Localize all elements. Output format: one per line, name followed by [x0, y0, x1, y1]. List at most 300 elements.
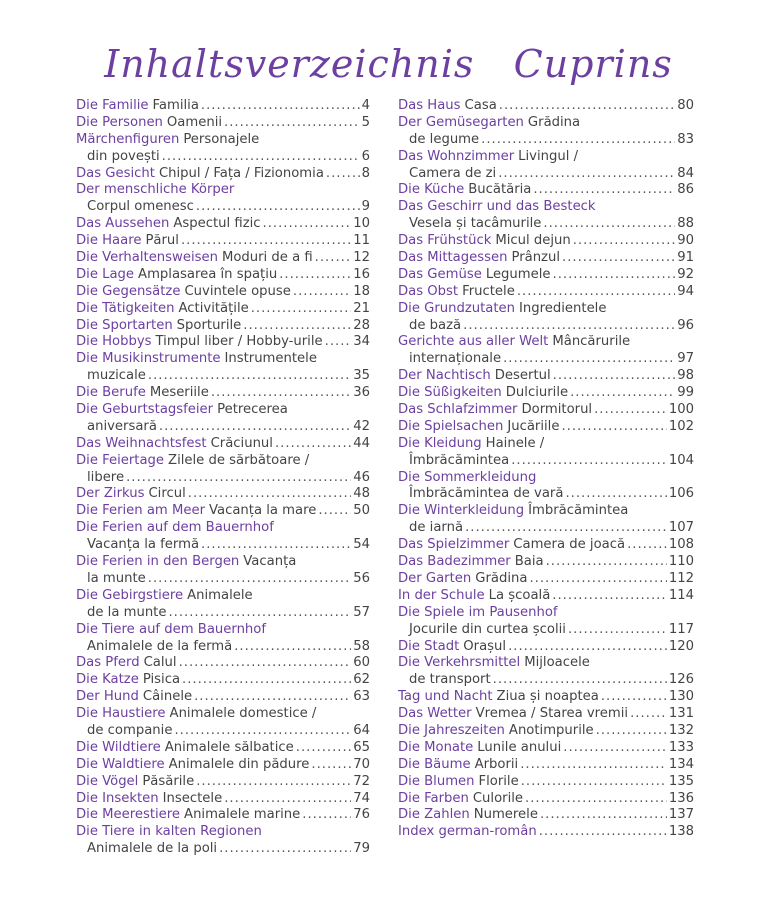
entry-title-continued: Îmbrăcămintea de vară — [409, 486, 564, 502]
entry-title-german: Die Ferien auf dem Bauernhof — [76, 520, 274, 536]
dot-leader — [521, 774, 667, 791]
toc-entry[interactable] — [398, 233, 694, 250]
entry-title-german: Der Hund — [76, 689, 139, 705]
entry-title-romanian: Micul dejun — [495, 233, 571, 249]
toc-entry[interactable] — [398, 537, 694, 554]
toc-entry-line — [398, 706, 694, 723]
toc-entry-line — [76, 301, 370, 318]
toc-entry[interactable] — [398, 334, 694, 368]
entry-title-german: Die Waldtiere — [76, 756, 165, 772]
page-number: 56 — [353, 570, 370, 586]
dot-leader — [311, 757, 351, 774]
toc-entry-line — [398, 98, 694, 115]
toc-entry[interactable] — [76, 284, 370, 301]
dot-leader — [126, 470, 351, 487]
page-number: 21 — [353, 300, 370, 316]
page-number: 36 — [353, 385, 370, 401]
entry-title-german: Das Wetter — [398, 706, 472, 722]
entry-title-continued: Jocurile din curtea școlii — [409, 621, 566, 637]
entry-title-romanian: Oamenii — [166, 114, 223, 130]
page-number: 72 — [353, 773, 370, 789]
toc-entry[interactable] — [76, 791, 370, 808]
toc-entry[interactable] — [76, 132, 370, 166]
entry-title-romanian: Aspectul fizic — [173, 216, 261, 232]
toc-entry[interactable] — [76, 757, 370, 774]
dot-leader — [325, 334, 352, 351]
entry-title-german: Die Gegensätze — [76, 283, 181, 299]
dot-leader — [529, 571, 666, 588]
page-number: 106 — [668, 486, 694, 502]
entry-title-german: Die Ferien in den Bergen — [76, 554, 240, 570]
entry-title-german: Das Pferd — [76, 655, 140, 671]
toc-entry-line — [398, 622, 694, 639]
entry-title-continued: libere — [87, 469, 125, 485]
toc-entry-line — [398, 385, 694, 402]
dot-leader — [517, 284, 675, 301]
page-number: 107 — [668, 520, 694, 536]
toc-entry[interactable] — [76, 182, 370, 216]
entry-title-german: Die Blumen — [398, 773, 475, 789]
entry-title-romanian: Vacanța — [243, 554, 297, 570]
page-number: 60 — [353, 655, 370, 671]
toc-entry-line — [76, 115, 370, 132]
page-number: 92 — [677, 266, 694, 282]
page-number: 136 — [668, 790, 694, 806]
toc-entry-line — [76, 605, 370, 622]
dot-leader — [318, 503, 351, 520]
page-number: 50 — [353, 503, 370, 519]
toc-entry[interactable] — [76, 520, 370, 554]
entry-title-german: Die Ferien am Meer — [76, 503, 205, 519]
entry-title-romanian: Grădina — [527, 114, 581, 130]
toc-entry-line — [398, 791, 694, 808]
dot-leader — [594, 402, 667, 419]
toc-entry[interactable] — [398, 639, 694, 656]
entry-title-german: Index german-român — [398, 824, 537, 840]
toc-entry[interactable] — [398, 419, 694, 436]
toc-entry-line — [76, 622, 370, 639]
toc-entry-line — [398, 757, 694, 774]
toc-entry[interactable] — [398, 774, 694, 791]
toc-entry-line — [76, 757, 370, 774]
toc-entry[interactable] — [76, 233, 370, 250]
entry-title-german: Die Winterkleidung — [398, 503, 525, 519]
entry-title-german: Die Tiere in kalten Regionen — [76, 824, 262, 840]
toc-entry[interactable] — [76, 436, 370, 453]
toc-entry-line — [398, 486, 694, 503]
page-number: 48 — [353, 486, 370, 502]
toc-entry-line — [76, 774, 370, 791]
entry-title-romanian: Moduri de a fi — [221, 250, 313, 266]
toc-entry-line — [398, 807, 694, 824]
toc-entry[interactable] — [398, 588, 694, 605]
entry-title-romanian: Calul — [143, 655, 177, 671]
dot-leader — [568, 622, 667, 639]
toc-entry-line — [398, 149, 694, 166]
entry-title-german: Die Geburtstagsfeier — [76, 402, 214, 418]
toc-entry[interactable] — [398, 250, 694, 267]
toc-entry[interactable] — [398, 267, 694, 284]
toc-entry[interactable] — [398, 706, 694, 723]
page-number: 80 — [677, 98, 694, 113]
entry-title-german: Die Personen — [76, 114, 163, 130]
page-number: 44 — [353, 435, 370, 451]
toc-entry[interactable] — [76, 453, 370, 487]
dot-leader — [201, 537, 351, 554]
toc-entry[interactable] — [76, 402, 370, 436]
toc-entry[interactable] — [398, 757, 694, 774]
page-number: 57 — [353, 604, 370, 620]
dot-leader — [251, 301, 351, 318]
page-number: 35 — [353, 368, 370, 384]
toc-entry-line — [398, 419, 694, 436]
page-number: 91 — [677, 250, 694, 266]
dot-leader — [188, 486, 351, 503]
dot-leader — [234, 639, 351, 656]
entry-title-continued: de bază — [409, 317, 462, 333]
toc-entry-line — [76, 402, 370, 419]
entry-title-romanian: Florile — [478, 773, 519, 789]
toc-entry[interactable] — [76, 166, 370, 183]
entry-title-romanian: Insectele — [162, 790, 223, 806]
page-number: 8 — [361, 165, 370, 181]
page-number: 102 — [668, 418, 694, 434]
entry-title-german: Der Zirkus — [76, 486, 145, 502]
toc-entry-line — [398, 740, 694, 757]
entry-title-german: Der Gemüsegarten — [398, 114, 524, 130]
entry-title-romanian: Timpul liber / Hobby-urile — [155, 334, 323, 350]
dot-leader — [224, 115, 360, 132]
dot-leader — [539, 824, 667, 841]
toc-entry-line — [76, 182, 370, 199]
toc-entry[interactable] — [398, 503, 694, 537]
toc-entry[interactable] — [398, 436, 694, 470]
dot-leader — [481, 132, 675, 149]
toc-entry[interactable] — [76, 774, 370, 791]
toc-entry[interactable] — [398, 115, 694, 149]
dot-leader — [601, 689, 667, 706]
toc-entry-line — [398, 301, 694, 318]
toc-entry[interactable] — [76, 250, 370, 267]
entry-title-german: Die Familie — [76, 98, 149, 113]
toc-entry[interactable] — [76, 351, 370, 385]
page-number: 133 — [668, 739, 694, 755]
dot-leader — [540, 807, 667, 824]
entry-title-romanian: Personajele — [183, 131, 260, 147]
entry-title-german: Die Spielsachen — [398, 418, 504, 434]
toc-entry[interactable] — [76, 706, 370, 740]
toc-entry[interactable] — [398, 740, 694, 757]
entry-title-romanian: Ingredientele — [519, 300, 607, 316]
entry-title-continued: muzicale — [87, 368, 146, 384]
toc-entry[interactable] — [398, 182, 694, 199]
dot-leader — [326, 166, 360, 183]
entry-title-romanian: Dormitorul — [521, 402, 593, 418]
dot-leader — [275, 436, 351, 453]
page-number: 112 — [668, 570, 694, 586]
dot-leader — [525, 791, 667, 808]
toc-entry[interactable] — [398, 98, 694, 115]
toc-entry-line — [76, 807, 370, 824]
toc-entry-line — [76, 537, 370, 554]
toc-entry[interactable] — [398, 368, 694, 385]
entry-title-german: Märchenfiguren — [76, 131, 180, 147]
dot-leader — [302, 807, 351, 824]
dot-leader — [293, 284, 351, 301]
toc-entry[interactable] — [76, 807, 370, 824]
page-number: 137 — [668, 807, 694, 823]
dot-leader — [174, 723, 351, 740]
dot-leader — [243, 318, 351, 335]
toc-entry-line — [76, 216, 370, 233]
page-number: 34 — [353, 334, 370, 350]
toc-entry-line — [398, 166, 694, 183]
toc-entry[interactable] — [76, 655, 370, 672]
toc-entry[interactable] — [76, 385, 370, 402]
entry-title-german: Die Tiere auf dem Bauernhof — [76, 621, 267, 637]
entry-title-german: Die Wildtiere — [76, 739, 161, 755]
entry-title-romanian: Animalele marine — [184, 807, 301, 823]
toc-entry[interactable] — [398, 149, 694, 183]
page-number: 108 — [668, 537, 694, 553]
entry-title-romanian: Cuvintele opuse — [184, 283, 291, 299]
page-number: 110 — [668, 554, 694, 570]
entry-title-german: Die Verhaltensweisen — [76, 250, 218, 266]
toc-entry[interactable] — [398, 554, 694, 571]
toc-entry-line — [76, 233, 370, 250]
toc-entry[interactable] — [76, 301, 370, 318]
page-number: 5 — [361, 114, 370, 130]
entry-title-german: Das Spielzimmer — [398, 537, 510, 553]
entry-title-german: Die Feiertage — [76, 452, 165, 468]
toc-entry[interactable] — [76, 554, 370, 588]
toc-entry[interactable] — [398, 605, 694, 639]
dot-leader — [148, 571, 351, 588]
toc-entry[interactable] — [398, 385, 694, 402]
page-number: 46 — [353, 469, 370, 485]
entry-title-continued: Camera de zi — [409, 165, 497, 181]
toc-entry[interactable] — [76, 216, 370, 233]
entry-title-german: Der Nachtisch — [398, 368, 491, 384]
dot-leader — [463, 318, 675, 335]
entry-title-romanian: Mijloacele — [524, 655, 590, 671]
entry-title-romanian: Animalele — [187, 587, 253, 603]
toc-entry[interactable] — [398, 689, 694, 706]
page-number: 120 — [668, 638, 694, 654]
toc-entry[interactable] — [76, 115, 370, 132]
dot-leader — [563, 740, 667, 757]
page-number: 104 — [668, 452, 694, 468]
toc-entry-line — [76, 791, 370, 808]
toc-entry-line — [76, 419, 370, 436]
page-number: 28 — [353, 317, 370, 333]
toc-entry-line — [398, 182, 694, 199]
entry-title-german: Das Geschirr und das Besteck — [398, 199, 596, 215]
entry-title-continued: internaționale — [409, 351, 502, 367]
dot-leader — [520, 757, 667, 774]
toc-entry[interactable] — [76, 267, 370, 284]
toc-entry-line — [76, 149, 370, 166]
toc-entry[interactable] — [398, 791, 694, 808]
toc-entry-line — [76, 318, 370, 335]
page-number: 16 — [353, 266, 370, 282]
dot-leader — [219, 841, 351, 858]
toc-entry-line — [76, 250, 370, 267]
toc-entry-line — [398, 554, 694, 571]
entry-title-german: Die Jahreszeiten — [398, 722, 505, 738]
entry-title-romanian: Numerele — [473, 807, 538, 823]
page-number: 74 — [353, 790, 370, 806]
toc-entry[interactable] — [76, 588, 370, 622]
entry-title-romanian: Mâncărurile — [552, 334, 631, 350]
toc-entry-line — [76, 571, 370, 588]
toc-entry[interactable] — [76, 318, 370, 335]
toc-entry-line — [76, 554, 370, 571]
dot-leader — [224, 791, 351, 808]
page-number: 54 — [353, 537, 370, 553]
entry-title-german: Das Gesicht — [76, 165, 155, 181]
entry-title-german: Tag und Nacht — [398, 689, 493, 705]
toc-entry[interactable] — [76, 98, 370, 115]
toc-entry-line — [398, 453, 694, 470]
dot-leader — [194, 689, 351, 706]
toc-entry-line — [76, 368, 370, 385]
toc-entry[interactable] — [398, 284, 694, 301]
toc-entry[interactable] — [76, 503, 370, 520]
dot-leader — [196, 774, 351, 791]
entry-title-german: Das Weihnachtsfest — [76, 435, 207, 451]
dot-leader — [543, 216, 675, 233]
entry-title-german: Das Haus — [398, 98, 461, 113]
toc-entry[interactable] — [76, 622, 370, 656]
entry-title-romanian: Baia — [514, 554, 544, 570]
toc-entry-line — [76, 723, 370, 740]
toc-entry-line — [76, 385, 370, 402]
toc-entry[interactable] — [398, 723, 694, 740]
toc-entry-line — [398, 436, 694, 453]
toc-entry[interactable] — [76, 334, 370, 351]
toc-entry[interactable] — [76, 824, 370, 858]
toc-entry-line — [398, 216, 694, 233]
toc-entry[interactable] — [398, 199, 694, 233]
entry-title-romanian: Animalele domestice / — [169, 706, 317, 722]
toc-entry-line — [76, 486, 370, 503]
entry-title-romanian: Îmbrăcămintea — [528, 503, 629, 519]
entry-title-romanian: La școală — [488, 587, 551, 603]
toc-entry-line — [76, 588, 370, 605]
entry-title-german: Die Kleidung — [398, 435, 482, 451]
dot-leader — [552, 588, 667, 605]
dot-leader — [201, 98, 360, 115]
entry-title-romanian: Familia — [152, 98, 199, 113]
page-number: 117 — [668, 621, 694, 637]
toc-entry[interactable] — [76, 672, 370, 689]
entry-title-romanian: Hainele / — [485, 435, 545, 451]
page-number: 10 — [353, 216, 370, 232]
entry-title-continued: Animalele de la poli — [87, 841, 218, 857]
dot-leader — [465, 520, 667, 537]
page-number: 138 — [668, 824, 694, 840]
dot-leader — [148, 368, 351, 385]
dot-leader — [279, 267, 351, 284]
dot-leader — [570, 385, 675, 402]
dot-leader — [499, 98, 675, 115]
toc-entry-line — [398, 655, 694, 672]
toc-entry-line — [76, 166, 370, 183]
toc-entry[interactable] — [398, 807, 694, 824]
entry-title-romanian: Vacanța la mare — [209, 503, 317, 519]
dot-leader — [211, 385, 351, 402]
toc-entry[interactable] — [76, 486, 370, 503]
toc-entry-line — [76, 503, 370, 520]
entry-title-german: Gerichte aus aller Welt — [398, 334, 549, 350]
entry-title-continued: de companie — [87, 722, 173, 738]
entry-title-romanian: Pisica — [142, 672, 181, 688]
page-number: 84 — [677, 165, 694, 181]
entry-title-continued: aniversară — [87, 418, 157, 434]
entry-title-romanian: Prânzul — [511, 250, 560, 266]
entry-title-german: Die Sommerkleidung — [398, 469, 537, 485]
toc-entry[interactable] — [398, 402, 694, 419]
dot-leader — [503, 351, 675, 368]
toc-column-left — [76, 98, 370, 858]
page-number: 99 — [677, 385, 694, 401]
toc-entry-line — [398, 318, 694, 335]
entry-title-german: Die Berufe — [76, 385, 146, 401]
entry-title-romanian: Zilele de sărbătoare / — [168, 452, 310, 468]
page-number: 42 — [353, 418, 370, 434]
entry-title-german: Die Haare — [76, 233, 142, 249]
entry-title-romanian: Arborii — [474, 756, 519, 772]
entry-title-german: Das Badezimmer — [398, 554, 511, 570]
entry-title-continued: de transport — [409, 672, 491, 688]
toc-entry-line — [76, 740, 370, 757]
entry-title-romanian: Anotimpurile — [508, 722, 594, 738]
dot-leader — [181, 233, 351, 250]
entry-title-german: Die Süßigkeiten — [398, 385, 502, 401]
entry-title-romanian: Activitățile — [178, 300, 249, 316]
entry-title-continued: din povești — [87, 148, 160, 164]
toc-entry[interactable] — [76, 740, 370, 757]
entry-title-german: Das Gemüse — [398, 266, 482, 282]
page-number: 90 — [677, 233, 694, 249]
toc-entry-line — [398, 351, 694, 368]
entry-title-german: Die Tätigkeiten — [76, 300, 175, 316]
toc-entry-line — [76, 672, 370, 689]
entry-title-romanian: Livingul / — [518, 148, 579, 164]
page-number: 132 — [668, 722, 694, 738]
toc-entry[interactable] — [398, 470, 694, 504]
entry-title-german: Das Schlafzimmer — [398, 402, 518, 418]
entry-title-romanian: Petrecerea — [217, 402, 288, 418]
toc-entry[interactable] — [398, 571, 694, 588]
entry-title-romanian: Câinele — [142, 689, 193, 705]
page-number: 96 — [677, 317, 694, 333]
page-number: 130 — [668, 689, 694, 705]
dot-leader — [573, 233, 675, 250]
entry-title-german: Die Spiele im Pausenhof — [398, 604, 558, 620]
toc-entry[interactable] — [398, 655, 694, 689]
dot-leader — [182, 672, 351, 689]
toc-entry[interactable] — [398, 301, 694, 335]
entry-title-romanian: Chipul / Fața / Fizionomia — [158, 165, 324, 181]
entry-title-continued: Vesela și tacâmurile — [409, 216, 542, 232]
toc-entry[interactable] — [76, 689, 370, 706]
page-number: 83 — [677, 131, 694, 147]
entry-title-romanian: Camera de joacă — [513, 537, 626, 553]
dot-leader — [315, 250, 352, 267]
toc-entry[interactable] — [398, 824, 694, 841]
